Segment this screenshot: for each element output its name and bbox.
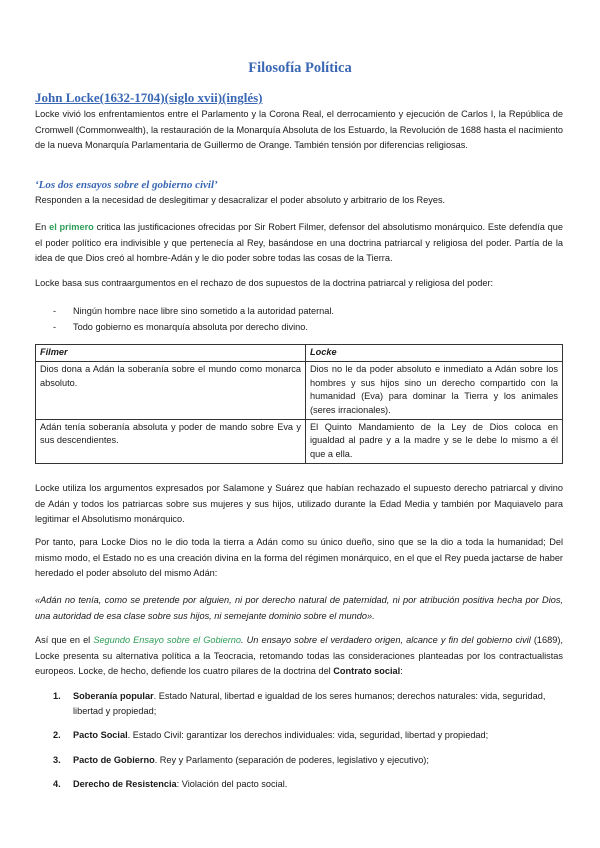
pillars-list [35, 689, 563, 802]
list-item [35, 753, 563, 768]
assumptions-list [35, 303, 563, 335]
p5-highlight: Segundo Ensayo sobre el Gobierno [93, 635, 241, 645]
list-item [35, 689, 563, 718]
item-number: 3. [53, 754, 61, 765]
quote-paragraph: «Adán no tenía, como se pretende por alguien, ni por derecho natural de paternidad, ni por atribución positiva hecha por Dios, una autoridad de esa clase sobre sus hijos, ni semejante dominio sobre el mundo». [35, 595, 563, 621]
table-cell: Dios dona a Adán la soberanía sobre el mundo como monarca absoluto. [36, 362, 306, 420]
table-header-row [36, 345, 563, 362]
item-number: 1. [53, 691, 61, 701]
author-heading: John Locke(1632-1704)(siglo xvii)(inglés) [35, 90, 263, 105]
comparison-table [35, 344, 563, 464]
p1-highlight: el primero [49, 222, 94, 232]
p5-end: : [400, 666, 403, 676]
page-title: Filosofía Política [248, 60, 352, 76]
item-term: Pacto Social [73, 730, 128, 740]
salamone-paragraph: Locke utiliza los argumentos expresados por Salamone y Suárez que habían rechazado el supuesto derecho patriarcal y divino de Adán y todos los patriarcas sobre sus mujeres y sus hijos, utilizado durante la Edad Media y también por Maquiavelo para legitimar el Absolutismo monárquico. [35, 483, 563, 524]
list-item [35, 728, 563, 743]
item-text: . Estado Civil: garantizar los derechos individuales: vida, seguridad, libertad y propiedad; [127, 730, 489, 740]
item-term: Soberanía popular [73, 691, 154, 701]
item-term: Derecho de Resistencia [73, 779, 177, 789]
item-text: : Violación del pacto social. [176, 779, 288, 789]
p5-bold-end: Contrato social [333, 666, 401, 676]
header-filmer: Filmer [36, 345, 306, 362]
item-number: 2. [53, 730, 61, 740]
list-item [35, 777, 563, 792]
item-text: . Estado Natural, libertad e igualdad de los seres humanos; derechos naturales: vida, seguridad, libertad y propiedad; [73, 691, 546, 716]
conclusion-paragraph: Por tanto, para Locke Dios no le dio toda la tierra a Adán como su único dueño, sino que se la dio a toda la humanidad; Del mismo modo, el Estado no es una creación divina en la forma del régimen monárquico, en el que el Rey pueda jactarse de haber heredado el poder absoluto del mismo Adán: [35, 537, 563, 578]
list-item: - Todo gobierno es monarquía absoluta por derecho divino. [35, 319, 563, 335]
table-row [36, 362, 563, 420]
p5-rest: (1689), Locke presenta su alternativa política a la Teocracia, retomando todas las consideraciones planteadas por los contractualistas europeos. Locke, de hecho, defiende los cuatro pilares de la doctrina del [35, 635, 563, 676]
item-text: . Rey y Parlamento (separación de poderes, legislativo y ejecutivo); [154, 754, 429, 765]
p5-subtitle: . Un ensayo sobre el verdadero origen, alcance y fin del gobierno civil [241, 635, 531, 645]
intro-paragraph: Locke vivió los enfrentamientos entre el Parlamento y la Corona Real, el derrocamiento y ejecución de Carlos I, la República de Cromwell (Commonwealth), la restauración de la Monarquía Absoluta de los Estuardo, la Revolución de 1688 hasta el nacimiento de la nueva Monarquía Parlamentaria de Guillermo de Orange. También tensión por diferencias religiosas. [35, 109, 563, 150]
p1-prefix: En [35, 222, 47, 232]
item-term: Pacto de Gobierno [73, 754, 155, 765]
header-locke: Locke [306, 345, 563, 362]
section-title: ‘Los dos ensayos sobre el gobierno civil’ [35, 179, 218, 191]
section-lead: Responden a la necesidad de deslegitimar y desacralizar el poder absoluto y arbitrario de los Reyes. [35, 195, 446, 205]
second-essay-paragraph [35, 633, 563, 680]
counterarguments-paragraph: Locke basa sus contraargumentos en el rechazo de dos supuestos de la doctrina patriarcal y religiosa del poder: [35, 278, 494, 288]
table-row [36, 420, 563, 464]
table-cell: El Quinto Mandamiento de la Ley de Dios coloca en igualdad al padre y a la madre y se le debe lo mismo a él que a ella. [306, 420, 563, 464]
p1-rest: critica las justificaciones ofrecidas por Sir Robert Filmer, defensor del absolutismo monárquico. Este defendía que el poder político era indivisible y que pertenecía al Rey, basándose en una doctrina patriarcal y religiosa del poder. Partía de la idea de que Dios creó al hombre-Adán y le dio poder sobre todas las cosas de la Tierra. [35, 222, 564, 263]
table-cell: Adán tenía soberanía absoluta y poder de mando sobre Eva y sus descendientes. [36, 420, 306, 464]
p5-prefix: Así que en el [35, 635, 91, 645]
list-item: - Ningún hombre nace libre sino sometido a la autoridad paternal. [35, 303, 563, 319]
item-number: 4. [53, 779, 61, 789]
table-cell: Dios no le da poder absoluto e inmediato a Adán sobre los hombres y sus hijos sino un derecho compartido con la humanidad (Eva) para dominar la Tierra y los animales (seres irracionales). [306, 362, 563, 420]
first-essay-paragraph [35, 220, 563, 267]
